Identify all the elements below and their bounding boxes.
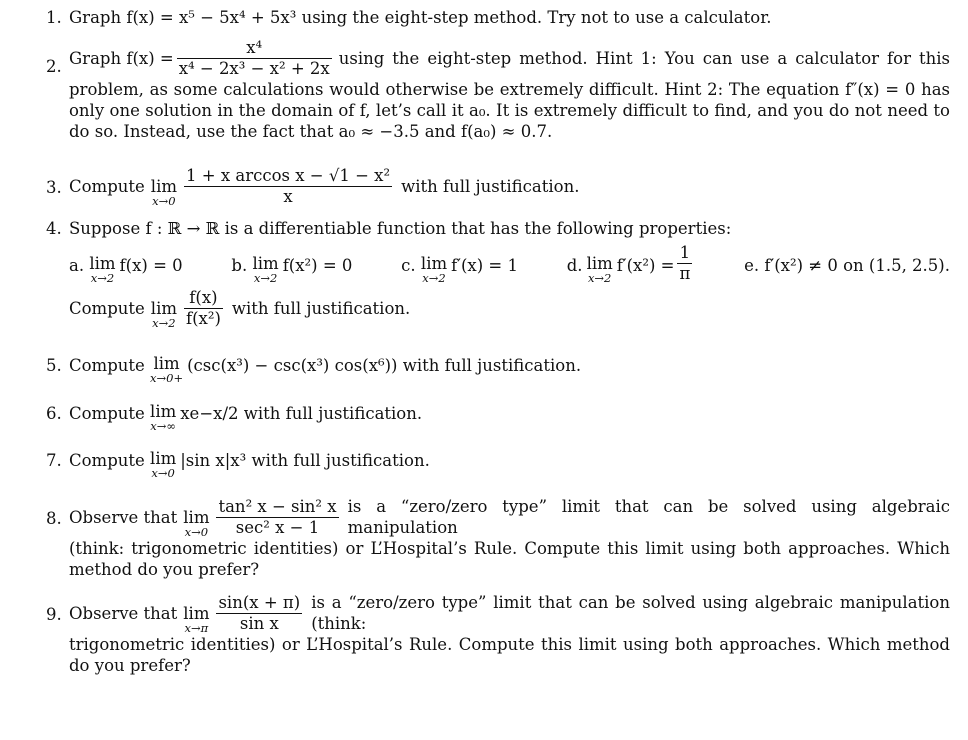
function-fraction bbox=[177, 38, 332, 79]
property-expression: f(x²) = 0 bbox=[282, 256, 353, 275]
problem-4 bbox=[46, 218, 950, 329]
limit-operator bbox=[150, 355, 183, 384]
property-label: c. bbox=[401, 256, 416, 275]
problem-number: 5. bbox=[46, 356, 62, 375]
limit-expression: xe−x/2 bbox=[180, 404, 239, 423]
problem-lead: Compute bbox=[69, 177, 145, 196]
problem-1 bbox=[46, 7, 950, 28]
property-expression: f′(x²) ≠ 0 on (1.5, 2.5). bbox=[764, 256, 950, 275]
problem-9 bbox=[46, 592, 950, 676]
lim-label: lim bbox=[183, 507, 210, 527]
problem-text: with full justification. bbox=[402, 356, 582, 375]
problem-text: trigonometric identities) or L’Hospital’s Rule. Compute this limit using both approaches. Which method do you prefer? bbox=[69, 635, 950, 675]
problem-3 bbox=[46, 166, 950, 207]
problem-text: problem, as some calculations would otherwise be extremely difficult. Hint 2: The equation f″(x) = 0 has only one solution in the domain of f, let’s call it a₀. It is extremely difficult to find, and you do not need to do so. Instead, use the fact that a₀ ≈ −3.5 and f(a₀) ≈ 0.7. bbox=[69, 80, 950, 141]
lim-label: lim bbox=[150, 402, 177, 421]
fraction-denominator: π bbox=[679, 264, 691, 283]
property-e bbox=[744, 255, 950, 276]
problem-number: 7. bbox=[46, 451, 62, 470]
property-list bbox=[69, 243, 950, 285]
problem-number: 3. bbox=[46, 178, 62, 197]
limit-fraction bbox=[184, 288, 223, 329]
lim-subscript: x→2 bbox=[253, 271, 278, 285]
problem-7 bbox=[46, 450, 950, 479]
lim-label: lim bbox=[150, 449, 177, 468]
property-a bbox=[69, 255, 183, 284]
problem-6 bbox=[46, 403, 950, 432]
problem-lead: Compute bbox=[69, 299, 145, 318]
limit-operator bbox=[150, 450, 176, 479]
limit-operator bbox=[421, 255, 447, 284]
property-c bbox=[401, 255, 518, 284]
lim-subscript: x→0 bbox=[184, 524, 209, 539]
property-label: d. bbox=[566, 256, 583, 275]
lim-label: lim bbox=[252, 254, 279, 273]
problem-text: with full justification. bbox=[251, 451, 430, 470]
problem-number: 9. bbox=[46, 605, 62, 624]
problem-lead: Compute bbox=[69, 356, 145, 375]
limit-fraction bbox=[216, 497, 338, 538]
problem-lead: Compute bbox=[69, 404, 145, 423]
fraction-denominator: x bbox=[184, 186, 392, 207]
limit-operator bbox=[89, 255, 115, 284]
problem-text: (think: trigonometric identities) or L’Hospital’s Rule. Compute this limit using both approaches. Which method do you prefer? bbox=[69, 539, 950, 579]
fraction-denominator: sin x bbox=[216, 613, 302, 634]
fraction-numerator: 1 + x arccos x − √1 − x² bbox=[186, 166, 391, 185]
problem-text: with full justification. bbox=[243, 404, 423, 423]
limit-operator bbox=[183, 605, 209, 634]
lim-subscript: x→2 bbox=[152, 316, 176, 330]
property-label: a. bbox=[69, 256, 85, 275]
problem-text: with full justification. bbox=[401, 177, 580, 196]
lim-subscript: x→0 bbox=[151, 466, 175, 480]
lim-label: lim bbox=[89, 254, 116, 273]
limit-expression: (csc(x³) − csc(x³) cos(x⁶)) bbox=[187, 356, 398, 375]
problem-lead: Observe that bbox=[69, 507, 178, 527]
problem-text: with full justification. bbox=[231, 299, 411, 318]
problem-text-first-line: using the eight-step method. Hint 1: You can use a calculator for this bbox=[338, 49, 950, 68]
fraction-denominator: f(x²) bbox=[186, 309, 221, 328]
property-label: b. bbox=[231, 256, 248, 275]
lim-label: lim bbox=[150, 177, 177, 196]
fraction-numerator: tan² x − sin² x bbox=[218, 496, 337, 516]
limit-fraction bbox=[184, 166, 392, 207]
limit-operator bbox=[252, 255, 278, 284]
property-expression: f′(x²) = bbox=[616, 256, 675, 275]
fraction-denominator: x⁴ − 2x³ − x² + 2x bbox=[178, 59, 330, 78]
limit-operator bbox=[587, 255, 613, 284]
fraction-numerator: x⁴ bbox=[246, 38, 263, 57]
problem-number: 8. bbox=[46, 509, 62, 528]
lim-subscript: x→π bbox=[184, 620, 209, 635]
problem-2 bbox=[46, 38, 950, 142]
lim-subscript: x→2 bbox=[90, 271, 115, 285]
lim-subscript: x→0+ bbox=[150, 371, 184, 385]
limit-fraction bbox=[216, 593, 302, 634]
lim-subscript: x→2 bbox=[587, 271, 612, 285]
problem-5 bbox=[46, 355, 950, 384]
problem-text-first-line: is a “zero/zero type” limit that can be solved using algebraic manipulation bbox=[347, 497, 950, 537]
limit-operator bbox=[183, 509, 209, 538]
property-b bbox=[231, 255, 352, 284]
lim-subscript: x→∞ bbox=[150, 419, 176, 433]
property-label: e. bbox=[744, 256, 760, 275]
property-d bbox=[566, 243, 696, 285]
problem-number: 6. bbox=[46, 404, 62, 423]
property-expression: f(x) = 0 bbox=[119, 256, 183, 275]
lim-label: lim bbox=[586, 254, 613, 273]
problem-lead: Graph f(x) = bbox=[69, 49, 174, 68]
limit-expression: |sin x|x³ bbox=[180, 451, 247, 470]
limit-operator bbox=[150, 403, 176, 432]
problem-number: 1. bbox=[46, 8, 62, 27]
problem-number: 4. bbox=[46, 219, 62, 238]
limit-operator bbox=[151, 178, 177, 207]
lim-subscript: x→0 bbox=[152, 194, 176, 208]
lim-label: lim bbox=[153, 354, 180, 373]
problem-number: 2. bbox=[46, 57, 62, 76]
lim-label: lim bbox=[150, 299, 177, 318]
fraction-numerator: sin(x + π) bbox=[218, 592, 301, 612]
fraction-numerator: 1 bbox=[679, 243, 691, 262]
lim-label: lim bbox=[420, 254, 448, 273]
property-fraction bbox=[677, 243, 692, 284]
lim-label: lim bbox=[183, 603, 210, 623]
fraction-numerator: f(x) bbox=[189, 288, 218, 307]
fraction-denominator: sec² x − 1 bbox=[216, 517, 338, 538]
problem-8 bbox=[46, 496, 950, 580]
property-expression: f′(x) = 1 bbox=[451, 256, 518, 275]
problem-lead: Observe that bbox=[69, 603, 178, 623]
limit-operator bbox=[151, 300, 177, 329]
problem-lead: Compute bbox=[69, 451, 145, 470]
problem-text-first-line: is a “zero/zero type” limit that can be solved using algebraic manipulation (think: bbox=[311, 593, 950, 633]
problem-text: Suppose f : ℝ → ℝ is a differentiable function that has the following properties: bbox=[69, 219, 732, 238]
problem-text: Graph f(x) = x⁵ − 5x⁴ + 5x³ using the eight-step method. Try not to use a calculator. bbox=[69, 8, 772, 27]
compute-line bbox=[69, 288, 950, 329]
lim-subscript: x→2 bbox=[422, 271, 446, 285]
